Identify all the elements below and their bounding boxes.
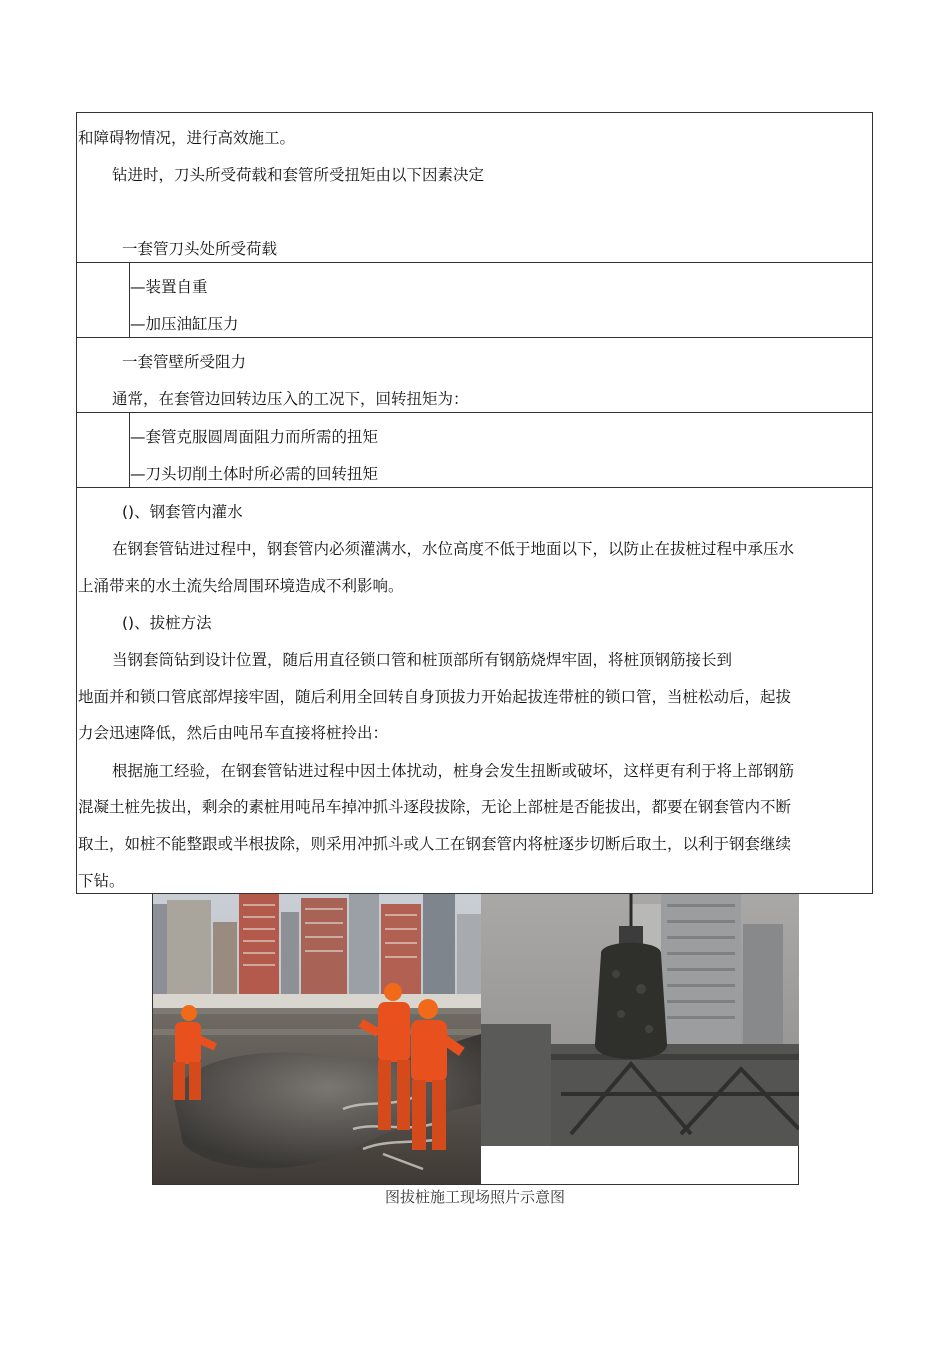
paragraph-line: 在钢套管钻进过程中，钢套管内必须灌满水，水位高度不低于地面以下，以防止在拔桩过程中承压水	[112, 540, 795, 558]
list-item: —装置自重	[130, 278, 208, 296]
paragraph-line: 力会迅速降低，然后由吨吊车直接将桩拎出：	[78, 724, 389, 742]
list-item: —刀头切削土体时所必需的回转扭矩	[130, 465, 379, 483]
paragraph-line: 混凝土桩先拔出，剩余的素桩用吨吊车掉冲抓斗逐段拔除，无论上部桩是否能拔出，都要在钢套管内不断	[78, 798, 792, 816]
section-heading: ()、钢套管内灌水	[122, 503, 243, 521]
paragraph-line: 和障碍物情况，进行高效施工。	[78, 129, 296, 147]
list-item: 一套管壁所受阻力	[122, 353, 247, 371]
list-item: —加压油缸压力	[130, 315, 239, 333]
figure-caption: 图拔桩施工现场照片示意图	[384, 1188, 565, 1206]
paragraph-line: 根据施工经验，在钢套管钻进过程中因土体扰动，桩身会发生扭断或破坏，这样更有利于将上部钢筋	[112, 762, 795, 780]
section-heading: ()、拔桩方法	[122, 614, 212, 632]
pile-extraction-photo-left	[153, 894, 481, 1184]
paragraph-line: 当钢套筒钻到设计位置，随后用直径锁口管和桩顶部所有钢筋烧焊牢固，将桩顶钢筋接长到	[112, 651, 733, 669]
photo-frame	[152, 893, 799, 1185]
paragraph-line: 通常，在套管边回转边压入的工况下，回转扭矩为：	[112, 390, 469, 408]
paragraph-line: 下钻。	[78, 872, 125, 890]
paragraph-line: 钻进时，刀头所受荷载和套管所受扭矩由以下因素决定	[112, 166, 485, 184]
paragraph-line: 取土，如桩不能整跟或半根拔除，则采用冲抓斗或人工在钢套管内将桩逐步切断后取土，以利于钢套继续	[78, 835, 792, 853]
pile-lifting-photo-right	[481, 894, 799, 1146]
list-item: —套管克服圆周面阻力而所需的扭矩	[130, 428, 379, 446]
paragraph-line: 地面并和锁口管底部焊接牢固，随后利用全回转自身顶拔力开始起拔连带桩的锁口管，当桩松动后，起拔	[78, 688, 792, 706]
paragraph-line: 上涌带来的水土流失给周围环境造成不利影响。	[78, 577, 404, 595]
list-item: 一套管刀头处所受荷载	[122, 240, 278, 258]
